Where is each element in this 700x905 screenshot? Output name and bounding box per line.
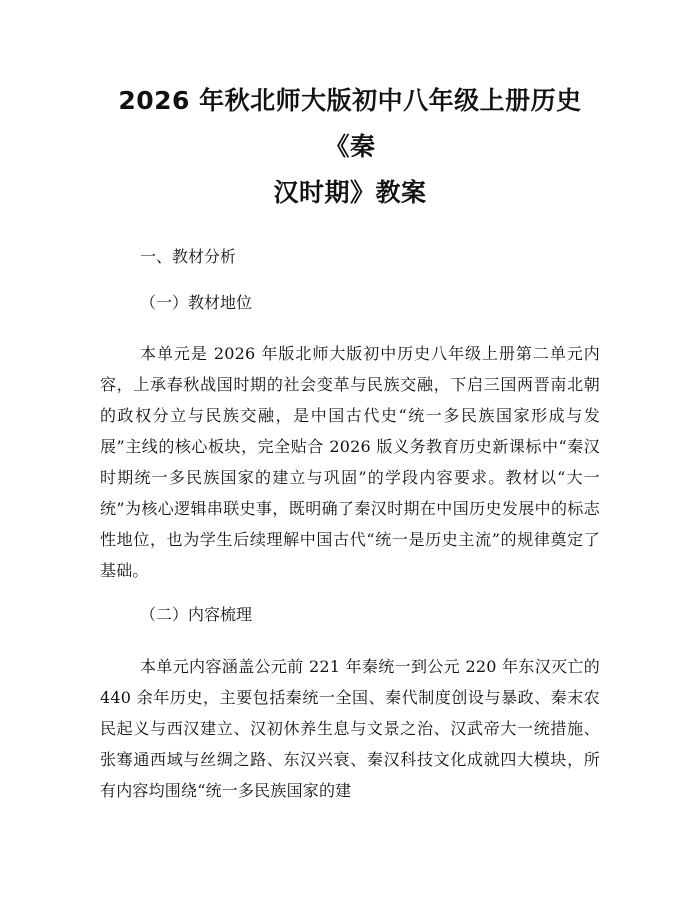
- paragraph-textbook-status: 本单元是 2026 年版北师大版初中历史八年级上册第二单元内容，上承春秋战国时期的社会变革与民族交融，下启三国两晋南北朝的政权分立与民族交融，是中国古代史“统一多民族国家形成与发展”主线的核心板块，完全贴合 2026 版义务教育历史新课标中“秦汉时期统一多民族国家的建立与巩固”的学段内容要求。教材以“大一统”为核心逻辑串联史事，既明确了秦汉时期在中国历史发展中的标志性地位，也为学生后续理解中国古代“统一是历史主流”的规律奠定了基础。: [100, 344, 600, 580]
- document-title: [100, 0, 600, 216]
- title-line-1: 2026 年秋北师大版初中八年级上册历史《秦: [118, 86, 582, 161]
- subsection-heading-textbook-status: （一）教材地位: [140, 293, 253, 312]
- subsection-heading-content-overview: （二）内容梳理: [140, 605, 253, 624]
- paragraph-content-overview: 本单元内容涵盖公元前 221 年秦统一到公元 220 年东汉灭亡的 440 余年历史，主要包括秦统一全国、秦代制度创设与暴政、秦末农民起义与西汉建立、汉初休养生息与文景之治、汉武帝大一统措施、张骞通西域与丝绸之路、东汉兴衰、秦汉科技文化成就四大模块，所有内容均围绕“统一多民族国家的建: [100, 657, 600, 800]
- title-line-2: 汉时期》教案: [273, 178, 427, 207]
- section-heading-textbook-analysis: 一、教材分析: [140, 247, 237, 266]
